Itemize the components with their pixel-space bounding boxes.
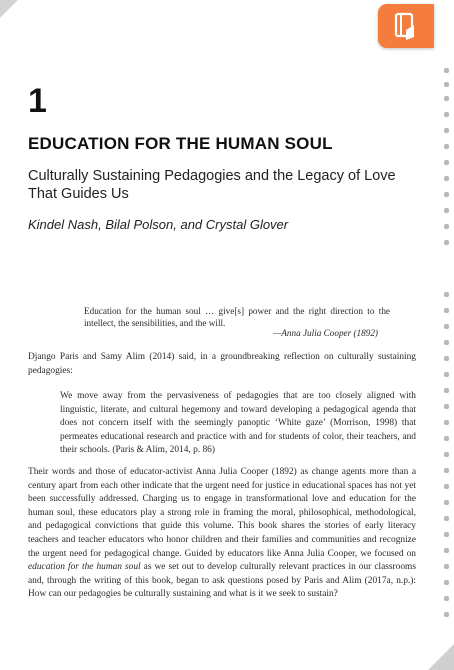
bleed-mark — [444, 420, 449, 425]
reader-badge-button[interactable] — [378, 4, 434, 48]
bleed-mark — [444, 82, 449, 87]
bleed-mark — [444, 388, 449, 393]
bleed-mark — [444, 292, 449, 297]
bleed-mark — [444, 516, 449, 521]
bleed-mark — [444, 580, 449, 585]
bleed-mark — [444, 224, 449, 229]
bleed-mark — [444, 436, 449, 441]
emphasis-text: education for the human soul — [28, 562, 141, 573]
bleed-mark — [444, 468, 449, 473]
bleed-mark — [444, 484, 449, 489]
bleed-mark — [444, 96, 449, 101]
bleed-mark — [444, 452, 449, 457]
bleed-mark — [444, 404, 449, 409]
bleed-mark — [444, 160, 449, 165]
bleed-mark — [444, 176, 449, 181]
bleed-mark — [444, 340, 449, 345]
chapter-authors: Kindel Nash, Bilal Polson, and Crystal Glover — [28, 217, 289, 232]
bleed-mark — [444, 208, 449, 213]
bleed-mark — [444, 564, 449, 569]
paragraph-text: Their words and those of educator-activist Anna Julia Cooper (1892) as change agents more than a century apart from each other indicate that the urgent need for justice in educational spaces has not yet been successfully addressed. Charging us to engage in transformational love and education for the human soul, these educators play a strong role in framing the moral, philosophical, methodological, and pedagogical convictions that guide this volume. This book shares the stories of early literacy teachers and teacher educators who honor children and their families and communities and recognize the urgent need for pedagogical change. Guided by educators like Anna Julia Cooper, we focused on — [28, 467, 416, 559]
chapter-title: EDUCATION FOR THE HUMAN SOUL — [28, 134, 333, 153]
bleed-mark — [444, 128, 449, 133]
page-corner-fold — [428, 644, 454, 670]
bleed-mark — [444, 308, 449, 313]
bleed-mark — [444, 356, 449, 361]
body-paragraph-1: Django Paris and Samy Alim (2014) said, in a groundbreaking reflection on culturally sustaining pedagogies: — [28, 352, 416, 376]
bleed-mark — [444, 532, 449, 537]
bleed-mark — [444, 612, 449, 617]
bleed-mark — [444, 192, 449, 197]
bleed-mark — [444, 68, 449, 73]
bleed-mark — [444, 372, 449, 377]
bleed-mark — [444, 240, 449, 245]
book-reader-icon — [390, 10, 422, 42]
page-corner-fold — [0, 0, 18, 18]
block-quote: We move away from the pervasiveness of pedagogies that are too closely aligned with linguistic, literate, and cultural hegemony and toward developing a pedagogical agenda that does not concern itself with the seemingly panoptic ‘White gaze’ (Morrison, 1998) that permeates educational research and practice with and for students of color, their teachers, and their schools. (Paris & Alim, 2014, p. 86) — [60, 391, 416, 456]
bleed-mark — [444, 144, 449, 149]
bleed-mark — [444, 596, 449, 601]
facing-page-bleed — [430, 60, 454, 640]
paragraph-text: as we set out to develop culturally relevant practices in our classrooms and, through the writing of this book, began to ask questions posed by Paris and Alim (2017a, n.p.): How can our pedagogies be culturally sustaining and what is it we seek to sustain? — [28, 562, 416, 600]
chapter-subtitle: Culturally Sustaining Pedagogies and the Legacy of Love That Guides Us — [28, 168, 396, 202]
bleed-mark — [444, 548, 449, 553]
chapter-number: 1 — [28, 82, 47, 120]
bleed-mark — [444, 112, 449, 117]
bleed-mark — [444, 500, 449, 505]
body-paragraph-2 — [28, 466, 416, 602]
epigraph-attribution: —Anna Julia Cooper (1892) — [273, 328, 378, 338]
bleed-mark — [444, 324, 449, 329]
epigraph-text: Education for the human soul … give[s] power and the right direction to the intellect, the sensibilities, and the will. — [84, 306, 390, 328]
